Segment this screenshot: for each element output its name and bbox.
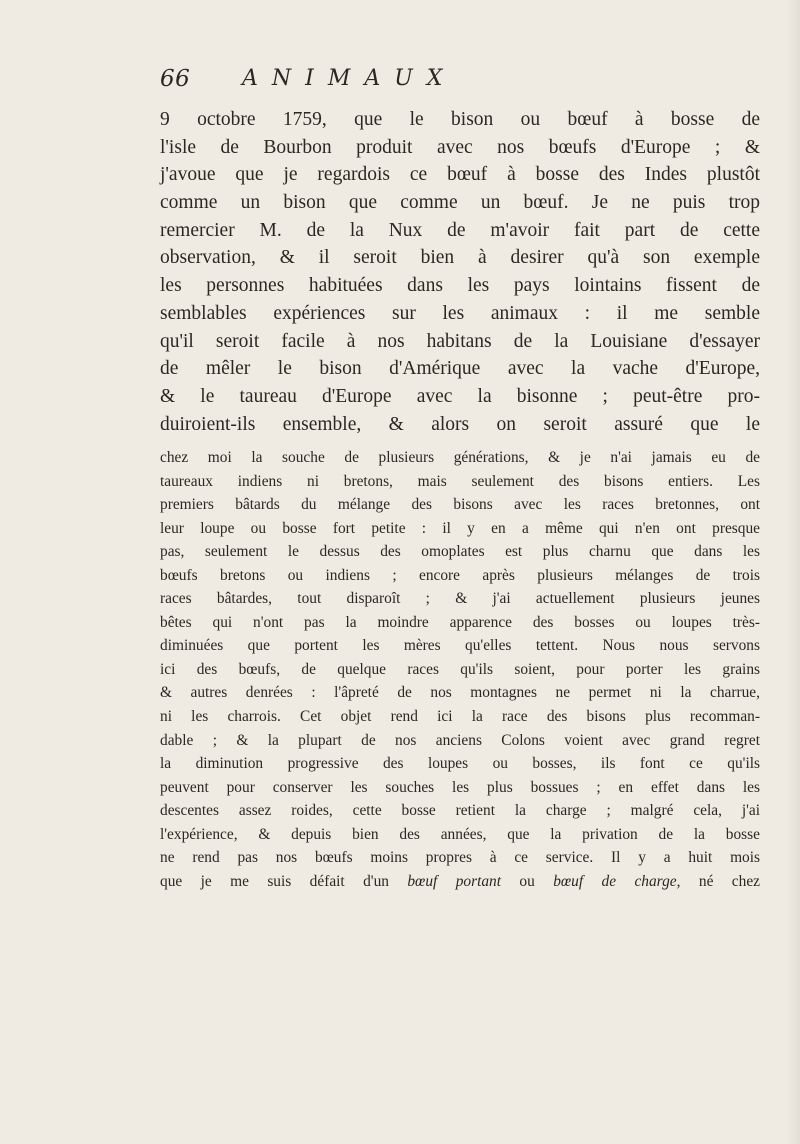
footnote-line: peuvent pour conserver les souches les plus bossues ; en effet dans les xyxy=(160,778,760,796)
main-text-line: & le taureau d'Europe avec la bisonne ; peut-être pro- xyxy=(160,385,760,407)
footnote-line: ne rend pas nos bœufs moins propres à ce service. Il y a huit mois xyxy=(160,849,760,867)
footnote-text: , né chez xyxy=(676,872,760,890)
footnote-line: leur loupe ou bosse fort petite : il y en a même qui n'en ont presque xyxy=(160,519,760,537)
main-text-line: j'avoue que je regardois ce bœuf à bosse des Indes plustôt xyxy=(160,164,760,186)
main-text-line: comme un bison que comme un bœuf. Je ne puis trop xyxy=(160,192,760,214)
footnote-line: descentes assez roides, cette bosse retient la charge ; malgré cela, j'ai xyxy=(160,802,760,820)
footnote-line: taureaux indiens ni bretons, mais seulement des bisons entiers. Les xyxy=(160,472,760,490)
main-text-line: de mêler le bison d'Amérique avec la vache d'Europe, xyxy=(160,358,760,380)
footnote-line: pas, seulement le dessus des omoplates est plus charnu que dans les xyxy=(160,543,760,561)
footnote-text: ou xyxy=(501,872,554,890)
main-text-line: 9 octobre 1759, que le bison ou bœuf à bosse de xyxy=(160,109,760,130)
footnote-line: & autres denrées : l'âpreté de nos montagnes ne permet ni la charrue, xyxy=(160,684,760,702)
footnote-block xyxy=(160,446,760,893)
footnote-line: l'expérience, & depuis bien des années, que la privation de la bosse xyxy=(160,825,760,843)
main-text-line: qu'il seroit facile à nos habitans de la Louisiane d'essayer xyxy=(160,330,760,352)
footnote-line: races bâtardes, tout disparoît ; & j'ai actuellement plusieurs jeunes xyxy=(160,590,760,608)
page-header xyxy=(160,66,760,100)
main-text-line: les personnes habituées dans les pays lointains fissent de xyxy=(160,275,760,297)
footnote-line: bêtes qui n'ont pas la moindre apparence des bosses ou loupes très- xyxy=(160,613,760,631)
page-edge-shadow xyxy=(786,0,800,1144)
main-text-block xyxy=(160,106,760,438)
main-text-line: duiroient-ils ensemble, & alors on seroit assuré que le xyxy=(160,413,760,435)
page-number: 66 xyxy=(160,66,191,92)
footnote-line: ni les charrois. Cet objet rend ici la race des bisons plus recomman- xyxy=(160,708,760,726)
footnote-line: diminuées que portent les mères qu'elles tettent. Nous nous servons xyxy=(160,637,760,655)
footnote-italic-term: bœuf portant xyxy=(407,872,502,890)
running-head: ANIMAUX xyxy=(242,66,457,91)
main-text-line: semblables expériences sur les animaux : il me semble xyxy=(160,302,760,324)
main-text-line: observation, & il seroit bien à desirer qu'à son exemple xyxy=(160,247,760,269)
footnote-line: ici des bœufs, de quelque races qu'ils soient, pour porter les grains xyxy=(160,660,760,678)
footnote-line: la diminution progressive des loupes ou bosses, ils font ce qu'ils xyxy=(160,755,760,773)
main-text-line: l'isle de Bourbon produit avec nos bœufs d'Europe ; & xyxy=(160,136,760,158)
footnote-italic-term: bœuf de charge xyxy=(553,872,677,890)
footnote-line: chez moi la souche de plusieurs générations, & je n'ai jamais eu de xyxy=(160,449,760,466)
footnote-line: premiers bâtards du mélange des bisons avec les races bretonnes, ont xyxy=(160,496,760,514)
footnote-text: que je me suis défait d'un xyxy=(160,872,408,890)
footnote-line-last xyxy=(160,870,760,894)
footnote-line: bœufs bretons ou indiens ; encore après plusieurs mélanges de trois xyxy=(160,566,760,584)
main-text-line: remercier M. de la Nux de m'avoir fait part de cette xyxy=(160,219,760,241)
footnote-line: dable ; & la plupart de nos anciens Colons voient avec grand regret xyxy=(160,731,760,749)
